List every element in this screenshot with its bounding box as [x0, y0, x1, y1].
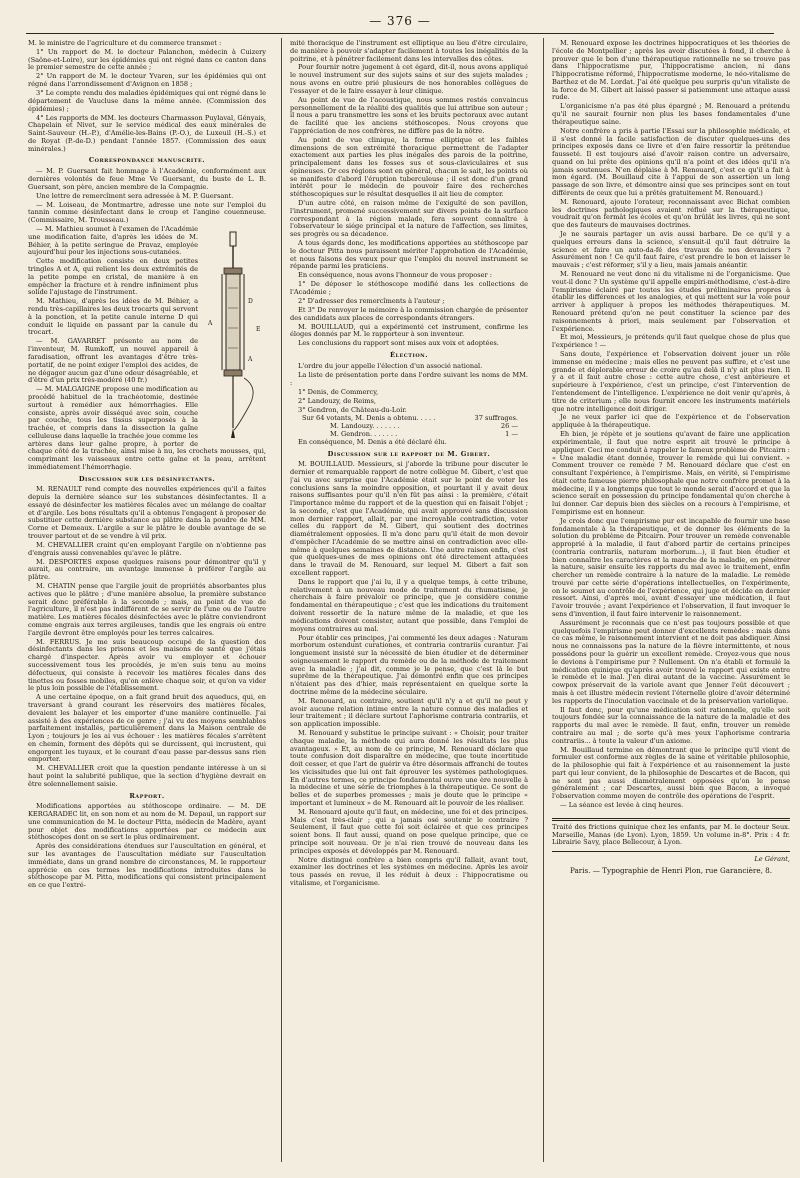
- paragraph: Et 3° De renvoyer le mémoire à la commission chargée de présenter des candidats aux places de correspondants étrangers.: [290, 305, 528, 322]
- section-heading: Rapport.: [129, 791, 165, 800]
- paragraph: 4° Les rapports de MM. les docteurs Charmasson Puylaval, Gényais, Chapelain et Nivet, sur le service médical des eaux minérales de Saint-Sauveur (H.-P.), d'Amélie-les-Bains (P.-O.), de Luxeuil (H.-S.) et de Royat (P.-de-D.) pendant l'année 1857. (Commission des eaux minérales.): [28, 113, 266, 153]
- section-heading: Discussion sur le rapport de M. Gibert.: [327, 449, 491, 458]
- paragraph: M. Renouard ajoute qu'il faut, en médecine, une foi et des principes. Mais c'est très-clair ; qui a jamais osé soutenir le contraire ? Seulement, il faut que cette foi soit éclairée et que ces principes soient bons. Il faut aussi, quand on pose quelque principe, que ce principe soit nouveau. Or je n'ai rien trouvé de nouveau dans les principes exposés et développés par M. Renouard.: [290, 807, 528, 855]
- paragraph: M. Renouard expose les doctrines hippocratiques et les théories de l'école de Montpellier ; après les avoir discutées à fond, il cherche à prouver que le bon d'une thérapeutique rationnelle ne se trouve pas dans l'hippocratisme pur, l'hippocratisme ancien, ni dans l'hippocratisme réformé, l'hippocratisme moderne, le néo-vitalisme de Barthez et de M. Lordat. J'ai été quelque peu surpris qu'un vitaliste de la force de M. Gibert ait laissé passer si patiemment une attaque aussi rude.: [552, 40, 790, 102]
- paragraph: Notre confrère a pris à partie l'Essai sur la philosophie médicale, et il s'est donné la facile satisfaction de discuter quelques-uns des principes exposés dans ce livre et d'en faire ressortir la prétendue fausseté. Il est toujours aisé d'avoir raison contre un adversaire, quand on lui prête des opinions qu'il n'a point et des idées qu'il n'a jamais soutenues. N'en déplaise à M. Renouard, c'est ce qu'il a fait à mon égard. (M. Bouillaud cite à l'appui de son assertion un long passage de son livre, et démontre ainsi que ses principes sont en tout différents de ceux que lui a prêtés gratuitement M. Renouard.): [552, 126, 790, 197]
- paragraph: La liste de présentation porte dans l'ordre suivant les noms de MM. :: [290, 370, 528, 387]
- paragraph: 2° Un rapport de M. le docteur Yvaren, sur les épidémies qui ont régné dans l'arrondissement d'Avignon en 1858 ;: [28, 72, 266, 89]
- vote-row: [290, 415, 528, 423]
- figure-label: A: [248, 356, 253, 364]
- book-notice-text: Traité des frictions quinique chez les enfants, par M. le docteur Seux. Marseille, Manas (de Lyon). Lyon, 1859. Un volume in-8°. Prix : 4 fr. Librairie Savy, place Bellecour, à Lyon.: [552, 822, 790, 847]
- vote-label: M. Gendron. . . . . . .: [330, 429, 398, 438]
- paragraph: Les conclusions du rapport sont mises aux voix et adoptées.: [298, 339, 499, 348]
- paragraph: Sans doute, l'expérience et l'observation doivent jouer un rôle immense en médecine ; mais elles ne peuvent pas suffire, et c'est une grande et déplorable erreur de croire qu'au delà il n'y ait plus rien. Il y a et il faut autre chose : cette autre chose, c'est antérieure et supérieure à l'expérience, c'est un principe, c'est l'intervention de l'entendement de l'intelligence. L'expérience ne doit venir qu'après, à titre de criterium ; elle nous fournit encore les instruments matériels que notre intelligence doit diriger.: [552, 350, 790, 413]
- candidate-line: 2° Landouzy, de Reims,: [298, 396, 377, 405]
- paragraph: Au point de vue clinique, la forme elliptique et les faibles dimensions de son extrémité thoracique permettent de l'adapter exactement aux parties les plus inégales des parois de la poitrine, principalement dans les fosses sus et sous-claviculaires et sus épineuses. Or ces régions sont en général, chacun le sait, les points où se manifeste d'abord l'éruption tuberculeuse ; il est donc d'un grand intérêt pour le médecin de pouvoir faire des recherches stéthoscopiques sur le résultat desquelles il ait lieu de compter.: [290, 135, 528, 199]
- book-notice: [552, 818, 790, 852]
- paragraph: M. Renouard, au contraire, soutient qu'il n'y a et qu'il ne peut y avoir aucune relation intime entre la nature connue des maladies et leur traitement ; il déclare surtout l'aphorisme contraria contrariis, et son application impossible.: [290, 696, 528, 729]
- vote-label: M. Landouzy. . . . . . .: [330, 422, 400, 431]
- paragraph: mité thoracique de l'instrument est elliptique au lieu d'être circulaire, de manière à pouvoir s'adapter facilement à toutes les inégalités de la poitrine, et à pénétrer facilement dans les intervalles des côtes.: [290, 40, 528, 63]
- paragraph: Pour fournir notre jugement à cet égard, dit-il, nous avons appliqué le nouvel instrument sur des sujets sains et sur des sujets malades ; nous avons en outre prié plusieurs de nos honorables collègues de l'essayer et de le faire essayer à leur clinique.: [290, 63, 528, 95]
- syringe-figure: [204, 228, 266, 442]
- paragraph: L'ordre du jour appelle l'élection d'un associé national.: [298, 361, 483, 370]
- paragraph: Il faut donc, pour qu'une médication soit rationnelle, qu'elle soit toujours fondée sur la connaissance de la nature de la maladie et des rapports du mal avec le remède. Il faut, enfin, trouver un remède contraire au mal ; de sorte qu'à mes yeux l'aphorisme contraria contrariis... à toute la valeur d'un axiome.: [552, 705, 790, 745]
- paragraph: Une lettre de remercîment sera adressée à M. P. Guersant.: [36, 191, 234, 200]
- section-heading: Discussion sur les désinfectants.: [78, 474, 216, 483]
- paragraph: Pour établir ces principes, j'ai commenté les deux adages : Naturam morborum ostendunt curationes, et contraria contrariis curantur. J'ai longuement insisté sur la nécessité de bien étudier et de déterminer soigneusement le rapport du remède ou de la méthode de traitement avec la maladie ; j'ai dit, comme je le pense, que c'est là le but suprême de la thérapeutique. J'ai démontré enfin que ces principes n'étaient pas des d'hier, mais représentaient en quelque sorte la doctrine même de la médecine séculaire.: [290, 633, 528, 696]
- paragraph: En conséquence, nous avons l'honneur de vous proposer :: [298, 271, 493, 280]
- paragraph: Après des considérations étendues sur l'auscultation en général, et sur les avantages de l'auscultation médiate sur l'auscultation immédiate, dans un grand nombre de circonstances, M. le rapporteur apprécie en ces termes les modifications introduites dans le stéthoscope par M. Pitta, modifications qui consistent principalement en ce que l'extré-: [28, 842, 266, 890]
- paragraph: M. BOUILLAUD, qui a expérimenté cet instrument, confirme les éloges donnés par M. le rapporteur à son inventeur.: [290, 322, 528, 339]
- syringe-drawing: [204, 228, 266, 442]
- paragraph: Je ne saurais partager un avis aussi barbare. De ce qu'il y a quelques erreurs dans la science, s'ensuit-il qu'il faut détruire la science et faire un auto-da-fé des travaux de nos devanciers ? Assurément non ! Ce qu'il faut faire, c'est prendre le bon et laisser le mauvais ; c'est réformer, s'il y a lieu, mais jamais anéantir.: [552, 230, 790, 270]
- printer-imprint: Paris. — Typographie de Henri Plon, rue Garancière, 8.: [569, 866, 773, 876]
- paragraph: — M. Loiseau, de Montmartre, adresse une note sur l'emploi du tannin comme désinfectant dans le croup et l'angine couenneuse. (Commissaire, M. Trousseau.): [28, 200, 266, 225]
- paragraph: — M. GAVARRET présente au nom de l'inventeur, M. Rumkoff, un nouvel appareil à faradisation, offrant les avantages d'être très-portatif, de ne point exiger l'emploi des acides, de ne dégager aucun gaz d'une odeur désagréable, et d'être d'un prix très-modéré (40 fr.): [28, 337, 198, 385]
- paragraph: En conséquence, M. Denis a été déclaré élu.: [298, 437, 447, 446]
- paragraph: 2° D'adresser des remercîments à l'auteur ;: [298, 297, 445, 305]
- column-divider: [543, 38, 544, 1162]
- column-3: [552, 40, 790, 1162]
- column-divider: [281, 38, 282, 1162]
- paragraph: — M. MALGAIGNE propose une modification au procédé habituel de la trachéotomie, destinée surtout à remédier aux hémorrhagies. Elle consiste, après avoir disséqué avec soin, couche par couche, tous les tissus superposés à la trachée, et compris dans la dissection la gaîne celluleuse dans laquelle la trachée joue comme les artères dans leur gaîne propre, à porter de chaque côté de la trachée, ainsi mise à nu, les crochets mousses, qui, comprimant les vaisseaux entre cette gaîne et la peau, arrêtent immédiatement l'hémorrhagie.: [28, 385, 266, 471]
- vote-label: Sur 64 votants, M. Denis a obtenu. . . . .: [302, 414, 436, 423]
- figure-label: D: [248, 298, 253, 306]
- paragraph: Je ne veux parler ici que de l'expérience et de l'observation appliquée à la thérapeutique.: [552, 413, 790, 430]
- paragraph: L'organicisme n'a pas été plus épargné ; M. Renouard a prétendu qu'il ne saurait fournir non plus les bases fondamentales d'une thérapeutique saine.: [552, 102, 790, 126]
- paragraph: Et moi, Messieurs, je prétends qu'il faut quelque chose de plus que l'expérience ! —: [552, 333, 790, 350]
- paragraph: Modifications apportées au stéthoscope ordinaire. — M. DE KERGARADEC lit, en son nom et au nom de M. Depaul, un rapport sur une communication de M. le docteur Pitta, médecin de Madère, ayant pour objet des modifications apportées par ce médecin aux stéthoscopes dont on se sert le plus ordinairement.: [28, 802, 266, 842]
- vote-count: 26 —: [500, 422, 518, 431]
- paragraph: Notre distingué confrère a bien compris qu'il fallait, avant tout, examiner les doctrines et les systèmes en médecine. Après les avoir tous passés en revue, il les réduit à deux : l'hippocratisme ou vitalisme, et l'organicisme.: [290, 855, 528, 887]
- paragraph: M. RENAULT rend compte des nouvelles expériences qu'il a faites depuis la dernière séance sur les substances désinfectantes. Il a essayé de désinfecter les matières fécales avec un mélange de coaltar et d'argile. Les bons résultats qu'il a obtenus l'engagent à proposer de substituer cette dernière substance au plâtre dans la poudre de MM. Corne et Demeaux. L'argile a sur le plâtre le double avantage de se trouver partout et de se vendre à vil prix.: [28, 485, 266, 540]
- column-1: [28, 40, 266, 1162]
- closing-line: — La séance est levée à cinq heures.: [560, 801, 684, 810]
- paragraph: M. Bouillaud termine en démontrant que le principe qu'il vient de formuler est conforme aux règles de la saine et véritable philosophie, de la philosophie qui fait à l'expérience et au raisonnement la juste part qui leur convient, de la philosophie de Descartes et de Bacon, qui ne sont pas aussi diamétralement opposées qu'on le pense généralement ; car Descartes, aussi bien que Bacon, a invoqué l'observation comme moyen de contrôle des opérations de l'esprit.: [552, 745, 790, 801]
- paragraph: Assurément je reconnais que ce n'est pas toujours possible et que quelquefois l'empirisme peut donner d'excellents remèdes : mais dans ce cas même, le raisonnement intervient et ne doit pas abdiquer. Ainsi nous ne connaissons pas la nature de la fièvre intermittente, et nous possédons pour la guérir un excellent remède. Croyez-vous que nous le devions à l'empirisme pur ? Nullement. On n'a établi et formulé la médication quinique qu'après avoir trouvé le rapport qui existe entre le remède et le mal. J'en dirai autant de la vaccine. Assurément le cowpox préservait de la variole avant que Jenner l'eût découvert ; mais à cet illustre médecin revient l'éternelle gloire d'avoir déterminé les rapports de l'inoculation vaccinale et de la préservation variolique.: [552, 618, 790, 705]
- paragraph: Au point de vue de l'acoustique, nous sommes restés convaincus personnellement de la réalité des qualités que lui attribue son auteur ; il nous a paru transmettre les sons et les bruits pectoraux avec autant de facilité que les anciens stéthoscopes. Nous croyons que l'appréciation de nos confrères, ne diffère pas de la nôtre.: [290, 95, 528, 135]
- vote-row: [290, 423, 528, 431]
- paragraph: — M. Mathieu soumet à l'examen de l'Académie une modification faite, d'après les idées de M. Béhier, à la petite seringue de Pravaz, employée aujourd'hui pour les injections sous-cutanées.: [28, 225, 198, 257]
- candidate-line: 1° Denis, de Commercy,: [298, 387, 379, 396]
- page-number: — 376 —: [369, 14, 431, 28]
- paragraph: — M. P. Guersant fait hommage à l'Académie, conformément aux dernières volontés de feue Mme Ve Guersant, du buste de L. B. Guersant, son père, ancien membre de la Compagnie.: [28, 167, 266, 191]
- paragraph: M. Renouard ne veut donc ni du vitalisme ni de l'organicisme. Que veut-il donc ? Un système qu'il appelle empiri-méthodisme, c'est-à-dire l'empirisme éclairé par toutes les études préliminaires propres à établir les différences et les analogies, et qui mettent sur la voie pour arriver à appliquer à propos les méthodes thérapeutiques. M. Renouard prétend qu'on ne peut constituer la science par des raisonnements à priori, mais seulement par l'observation et l'expérience.: [552, 270, 790, 333]
- paragraph: M. FERRUS. Je me suis beaucoup occupé de la question des désinfectants dans les prisons et les maisons de santé que j'étais chargé d'inspecter. Après avoir vu employer et échouer successivement tous les procédés, je m'en suis tenu au moins défectueux, qui consiste à recevoir les matières fécales dans des tinettes ou fosses mobiles, qu'on enlève chaque soir, et qu'on va vider le plus loin possible de l'établissement.: [28, 637, 266, 693]
- paragraph: M. le ministre de l'agriculture et du commerce transmet :: [28, 40, 222, 47]
- paragraph: Cette modification consiste en deux petites tringles A et A, qui relient les deux extrémités de la petite pompe en cristal, de manière à en empêcher la fracture et à rendre infiniment plus solide l'ajustage de l'instrument.: [28, 257, 198, 297]
- paragraph: D'un autre côté, en raison même de l'exiguïté de son pavillon, l'instrument, promené successivement sur divers points de la surface correspondant à la région malade, fera souvent connaître à l'observateur le siége principal et la nature de l'affection, ses limites, ses progrès ou sa décadence.: [290, 199, 528, 239]
- paragraph: M. BOUILLAUD. Messieurs, si j'aborde la tribune pour discuter le dernier et remarquable rapport de notre collègue M. Gibert, c'est que j'ai vu avec surprise que l'Académie était sur le point de voter les conclusions sans la moindre opposition, et pourtant il y avait deux raisons suffisantes pour qu'il n'en fût pas ainsi : la première, c'était l'importance même du rapport et de la question qui en faisait l'objet ; la seconde, c'est que l'Académie, qui avait approuvé sans discussion mon dernier rapport, allait, par une incroyable contradiction, voter celles du rapport de M. Gibert, qui soutient des doctrines diamétralement opposées. Il m'a donc paru qu'il était de mon devoir d'empêcher l'Académie de se mettre ainsi en contradiction avec elle-même à quelques semaines de distance. Une autre raison enfin, c'est que quelques-unes de mes opinions ont été directement attaquées dans le travail de M. Renouard, sur lequel M. Gibert a fait son excellent rapport.: [290, 460, 528, 577]
- editor-signature: Le Gérant,: [754, 855, 790, 864]
- paragraph: Je crois donc que l'empirisme pur est incapable de fournir une base fondamentale à la thérapeutique, et de donner les éléments de la solution du problème de Pitcairn. Pour trouver un remède convenable approprié à la maladie, il faut d'abord partir de certains principes (contraria contrariis, naturam morborum...), il faut bien étudier et bien connaître les caractères et la marche de la maladie, en pénétrer la nature, saisir ensuite les rapports du mal avec le traitement, enfin chercher un remède contraire à la nature de la maladie. Le remède trouvé par cette série d'opérations intellectuelles, on l'expérimente, on le soumet au contrôle de l'expérience, qui juge et décide en dernier ressort. Ainsi, d'après moi, avant d'essayer une médication, il faut l'avoir trouvée ; avant l'expérience et l'observation, il faut invoquer le sens d'invention, il faut faire intervenir le raisonnement.: [552, 516, 790, 618]
- paragraph: M. CHATIN pense que l'argile jouit de propriétés absorbantes plus actives que le plâtre ; d'une manière absolue, la première substance serait donc préférable à la seconde ; mais, au point de vue de l'agriculture, il n'est pas indifférent de se servir de l'une ou de l'autre matière. Les matières fécales désinfectées avec le plâtre conviendront comme engrais aux terres argileuses, tandis que les engrais où entre l'argile devront être employés pour les terres calcaires.: [28, 582, 266, 637]
- paragraph: M. DESPORTES expose quelques raisons pour démontrer qu'il y aurait, au contraire, un avantage immense à préférer l'argile au plâtre.: [28, 557, 266, 582]
- section-heading: Correspondance manuscrite.: [88, 156, 206, 165]
- paragraph: M. CHEVALLIER craint qu'en employant l'argile on n'obtienne pas d'engrais aussi convenables qu'avec le plâtre.: [28, 540, 266, 557]
- paragraph: A tous égards donc, les modifications apportées au stéthoscope par le docteur Pitta nous paraissent mériter l'approbation de l'Académie, et nous faisons des vœux pour que l'emploi du nouvel instrument se répande parmi les praticiens.: [290, 239, 528, 271]
- paragraph: M. CHEVALLIER croit que la question pendante intéresse à un si haut point la salubrité publique, que la section d'hygiène devrait en être solennellement saisie.: [28, 764, 266, 788]
- paragraph: Dans le rapport que j'ai lu, il y a quelque temps, à cette tribune, relativement à un nouveau mode de traitement du rhumatisme, je cherchais à faire prévaloir ce principe, que je considère comme fondamental en thérapeutique ; c'est que les indications du traitement doivent ressortir de la nature même de la maladie, et que les médications doivent consister, autant que possible, dans l'emploi de moyens contraires au mal.: [290, 577, 528, 633]
- paragraph: M. Renouard y substitue le principe suivant : « Choisir, pour traiter chaque maladie, la méthode qui aura donné les résultats les plus avantageux. » Et, au nom de ce principe, M. Renouard déclare que toute confusion doit disparaître en médecine, que toute incertitude doit cesser, et que l'art de guérir va être désormais affranchi de toutes les vicissitudes que lui ont fait éprouver les systèmes pathologiques. En d'autres termes, ce principe fondamental ouvre une ère nouvelle à la médecine et une série de triomphes à la thérapeutique. Ce sont de belles et de superbes promesses ; mais je doute que le principe « important et lumineux » de M. Renouard ait le pouvoir de les réaliser.: [290, 729, 528, 807]
- header-rule: [26, 33, 774, 34]
- paragraph: 3° Le compte rendu des maladies épidémiques qui ont régné dans le département de Vaucluse dans la même année. (Commission des épidémies) ;: [28, 89, 266, 113]
- candidate-line: 3° Gendron, de Château-du-Loir.: [298, 405, 407, 414]
- paragraph: Eh bien, je répète et je soutiens qu'avant de faire une application expérimentale, il faut que notre esprit ait trouvé le principe à appliquer. Ceci me conduit à rappeler le fameux problème de Pitcairn : « Une maladie étant donnée, trouver le remède qui lui convient. » Comment trouver ce remède ? M. Renouard déclare que c'est en consultant l'expérience, à l'empirisme. Mais, en vérité, si l'empirisme était cette fameuse pierre philosophale que notre confrère promet à la médecine, il y a longtemps que tout le monde serait d'accord et que la science serait en possession du principe fondamental qu'on cherche à lui donner. Car depuis bien des siècles on a recours à l'empirisme, et l'empirisme est en honneur.: [552, 430, 790, 516]
- paragraph: A une certaine époque, on a fait grand bruit des aqueducs, qui, en traversant à grand courant les réservoirs des matières fécales, devaient les balayer et les emporter d'une manière continuelle. J'ai assisté à des expériences de ce genre ; j'ai vu des moyens semblables parfaitement installés, particulièrement dans la Maison centrale de Lyon ; toujours je les ai vus échouer : les matières fécales s'arrêtent en chemin, forment des dépôts qui se durcissent, qui incrustent, qui engorgent les tuyaux, et le courant d'eau passe par-dessus sans rien emporter.: [28, 693, 266, 764]
- figure-label: E: [256, 326, 261, 334]
- section-heading: Élection.: [389, 351, 429, 360]
- paragraph: M. Mathieu, d'après les idées de M. Béhier, a rendu très-capillaires les deux trocarts qui servent à la ponction, et la petite canule interne D qui conduit le liquide en passant par la canule du trocart.: [28, 297, 198, 337]
- paragraph: M. Renouard, ajoute l'orateur, reconnaissant avec Bichat combien les doctrines pathologiques avaient réflué sur la thérapeutique, voudrait qu'on fermât les écoles et qu'on brûlât les livres, qui ne sont que des fauteurs de mauvaises doctrines.: [552, 197, 790, 230]
- paragraph: 1° De déposer le stéthoscope modifié dans les collections de l'Académie ;: [290, 280, 528, 297]
- vote-count: 37 suffrages.: [474, 414, 518, 423]
- column-2: [290, 40, 528, 1162]
- vote-count: 1 —: [505, 429, 518, 438]
- figure-label: A: [208, 320, 213, 328]
- paragraph: 1° Un rapport de M. le docteur Palanchon, médecin à Cuizery (Saône-et-Loire), sur les épidémies qui ont régné dans ce canton dans le premier semestre de cette année ;: [28, 47, 266, 72]
